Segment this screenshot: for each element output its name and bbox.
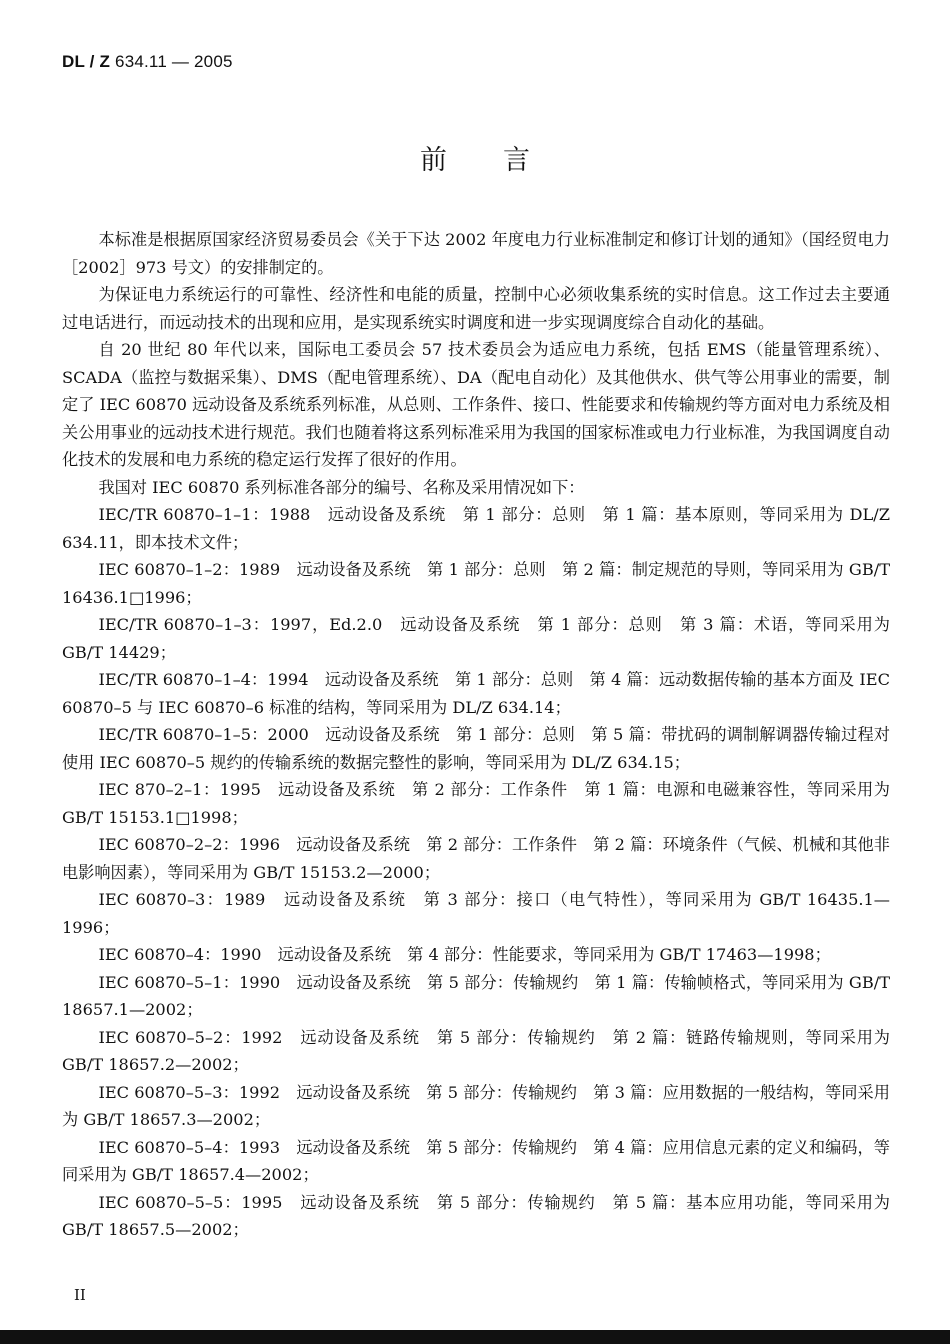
standard-list-item: IEC 870–2–1：1995 远动设备及系统 第 2 部分：工作条件 第 1 篇：电源和电磁兼容性，等同采用为 GB/T 15153.1□1998；: [62, 780, 890, 827]
foreword-body: [62, 226, 890, 1244]
standard-number: 634.11 — 2005: [115, 52, 233, 71]
paragraph: 本标准是根据原国家经济贸易委员会《关于下达 2002 年度电力行业标准制定和修订计划的通知》（国经贸电力［2002］973 号文）的安排制定的。: [62, 230, 890, 277]
standard-list-item: IEC 60870–1–2：1989 远动设备及系统 第 1 部分：总则 第 2 篇：制定规范的导则，等同采用为 GB/T 16436.1□1996；: [62, 560, 890, 607]
paragraph: 自 20 世纪 80 年代以来，国际电工委员会 57 技术委员会为适应电力系统，包括 EMS（能量管理系统）、SCADA（监控与数据采集）、DMS（配电管理系统）、DA（配电自动化）及其他供水、供气等公用事业的需要，制定了 IEC 60870 远动设备及系统系列标准，从总则、工作条件、接口、性能要求和传输规约等方面对电力系统及相关公用事业的远动技术进行规范。我们也随着将这系列标准采用为我国的国家标准或电力行业标准，为我国调度自动化技术的发展和电力系统的稳定运行发挥了很好的作用。: [62, 340, 890, 469]
standard-list-item: IEC/TR 60870–1–4：1994 远动设备及系统 第 1 部分：总则 第 4 篇：远动数据传输的基本方面及 IEC 60870–5 与 IEC 60870–6 标准的结构，等同采用为 DL/Z 634.14；: [62, 670, 890, 717]
standard-list-item: IEC 60870–4：1990 远动设备及系统 第 4 部分：性能要求，等同采用为 GB/T 17463—1998；: [98, 945, 831, 964]
paragraph: 为保证电力系统运行的可靠性、经济性和电能的质量，控制中心必须收集系统的实时信息。这工作过去主要通过电话进行，而远动技术的出现和应用，是实现系统实时调度和进一步实现调度综合自动化的基础。: [62, 285, 890, 332]
standard-list-item: IEC 60870–5–2：1992 远动设备及系统 第 5 部分：传输规约 第 2 篇：链路传输规则，等同采用为 GB/T 18657.2—2002；: [62, 1027, 890, 1074]
standard-list-item: IEC 60870–3：1989 远动设备及系统 第 3 部分：接口（电气特性），等同采用为 GB/T 16435.1—1996；: [62, 890, 890, 937]
standard-number-header: [62, 52, 233, 72]
page-number: II: [74, 1286, 86, 1304]
standard-list-item: IEC 60870–5–3：1992 远动设备及系统 第 5 部分：传输规约 第 3 篇：应用数据的一般结构，等同采用为 GB/T 18657.3—2002；: [62, 1082, 890, 1129]
standard-list-item: IEC 60870–5–1：1990 远动设备及系统 第 5 部分：传输规约 第 1 篇：传输帧格式，等同采用为 GB/T 18657.1—2002；: [62, 972, 890, 1019]
page-title: 前言: [420, 145, 586, 176]
standard-list-item: IEC/TR 60870–1–1：1988 远动设备及系统 第 1 部分：总则 第 1 篇：基本原则，等同采用为 DL/Z 634.11，即本技术文件；: [62, 505, 890, 552]
paragraph: 我国对 IEC 60870 系列标准各部分的编号、名称及采用情况如下：: [98, 477, 585, 497]
bottom-border: [0, 1330, 950, 1344]
standard-list-item: IEC/TR 60870–1–5：2000 远动设备及系统 第 1 部分：总则 第 5 篇：带扰码的调制解调器传输过程对使用 IEC 60870–5 规约的传输系统的数据完整性的影响，等同采用为 DL/Z 634.15；: [62, 725, 890, 772]
standard-list-item: IEC/TR 60870–1–3：1997，Ed.2.0 远动设备及系统 第 1 部分：总则 第 3 篇：术语，等同采用为 GB/T 14429；: [62, 615, 890, 662]
standard-code: DL / Z: [62, 52, 111, 71]
standard-list-item: IEC 60870–2–2：1996 远动设备及系统 第 2 部分：工作条件 第 2 篇：环境条件（气候、机械和其他非电影响因素），等同采用为 GB/T 15153.2—2000；: [62, 835, 890, 882]
standard-list-item: IEC 60870–5–4：1993 远动设备及系统 第 5 部分：传输规约 第 4 篇：应用信息元素的定义和编码，等同采用为 GB/T 18657.4—2002；: [62, 1137, 890, 1184]
standard-list-item: IEC 60870–5–5：1995 远动设备及系统 第 5 部分：传输规约 第 5 篇：基本应用功能，等同采用为 GB/T 18657.5—2002；: [62, 1192, 890, 1239]
